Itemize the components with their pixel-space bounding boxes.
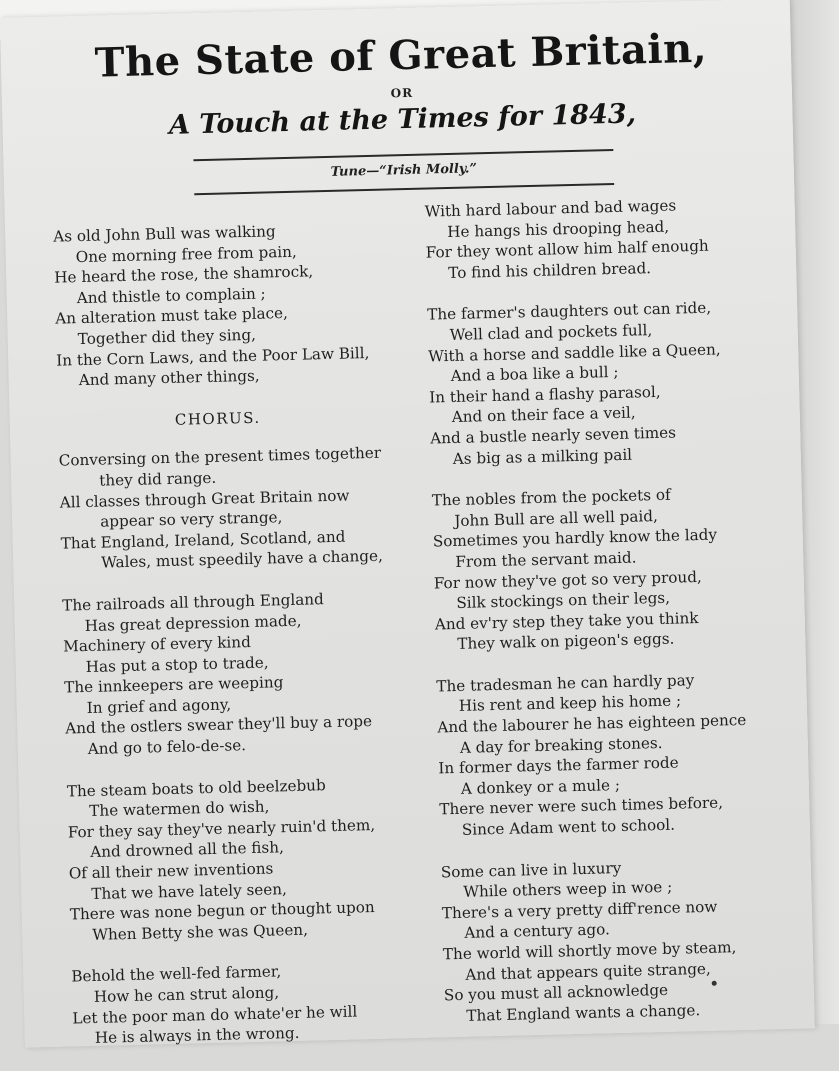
- verse-line: For they wont allow him half enough: [425, 236, 709, 262]
- verse-line: And a century ago.: [464, 920, 611, 943]
- verse-line: The steam boats to old beelzebub: [66, 775, 326, 801]
- verse-line: There was none begun or thought upon: [69, 898, 375, 924]
- verse-line: He hangs his drooping head,: [447, 217, 670, 241]
- stanza-verse-9: [441, 853, 805, 1026]
- verse-line: And on their face a veil,: [451, 403, 636, 427]
- verse-line: As old John Bull was walking: [53, 222, 276, 246]
- verse-line: In their hand a flashy parasol,: [429, 382, 661, 407]
- left-column: [53, 218, 439, 1070]
- verse-line: And many other things,: [78, 366, 260, 390]
- verse-line: And a boa like a bull ;: [450, 363, 619, 386]
- tune-label: Tune—“Irish Molly.”: [330, 161, 478, 180]
- verse-line: That England, Ireland, Scotland, and: [60, 527, 346, 553]
- verse-line: Together did they sing,: [77, 325, 257, 349]
- stanza-verse-8: [436, 668, 800, 841]
- verse-line: There's a very pretty diff'rence now: [441, 897, 718, 923]
- verse-line: Silk stockings on their legs,: [456, 588, 671, 613]
- verse-line: Some can live in luxury: [440, 858, 622, 882]
- stanza-verse-2: [62, 587, 431, 761]
- verse-line: While others weep in woe ;: [463, 877, 673, 902]
- verse-line: With hard labour and bad wages: [424, 196, 677, 221]
- ink-speck: [712, 981, 717, 986]
- stanza-verse-3: [67, 772, 436, 946]
- verse-line: The farmer's daughters out can ride,: [427, 299, 712, 324]
- verse-line: they did range.: [99, 468, 217, 490]
- stanza-verse-6: [427, 296, 791, 469]
- verse-line: He heard the rose, the shamrock,: [54, 262, 314, 287]
- verse-line: Has put a stop to trade,: [85, 653, 269, 676]
- verse-line: And go to felo-de-se.: [87, 736, 247, 759]
- verse-line: There never were such times before,: [439, 793, 724, 819]
- stanza-chorus: [59, 442, 427, 574]
- page-subtitle: A Touch at the Times for 1843,: [168, 98, 637, 141]
- verse-line: Behold the well-fed farmer,: [71, 962, 282, 986]
- verse-line: The world will shortly move by steam,: [442, 938, 737, 964]
- verse-line: A day for breaking stones.: [459, 733, 663, 757]
- title-connector: OR: [390, 85, 414, 101]
- verse-line: All classes through Great Britain now: [59, 486, 350, 512]
- verse-line: And drowned all the fish,: [90, 838, 285, 862]
- verse-line: He is always in the wrong.: [94, 1024, 300, 1048]
- stanza-verse-7: [432, 482, 796, 655]
- verse-line: That we have lately seen,: [91, 879, 288, 903]
- verse-line: And a bustle nearly seven times: [430, 423, 677, 448]
- page-title: The State of Great Britain,: [94, 24, 708, 87]
- verse-line: The watermen do wish,: [89, 797, 270, 821]
- divider-bottom: [194, 183, 614, 195]
- verse-line: Wales, must speedily have a change,: [101, 547, 384, 572]
- verse-line: The nobles from the pockets of: [431, 485, 671, 510]
- verse-line: And ev'ry step they take you think: [434, 608, 699, 634]
- verse-line: The tradesman he can hardly pay: [436, 671, 695, 696]
- verse-line: John Bull are all well paid,: [454, 506, 659, 530]
- chorus-heading: CHORUS.: [174, 408, 261, 429]
- verse-line: In former days the farmer rode: [438, 753, 679, 778]
- verse-line: And that appears quite strange,: [465, 959, 711, 984]
- verse-line: So you must all acknowledge: [443, 981, 669, 1005]
- verse-line: That England wants a change.: [466, 1000, 701, 1025]
- stanza-verse-4: [71, 958, 438, 1049]
- verse-line: Sometimes you hardly know the lady: [432, 525, 718, 551]
- verse-line: Let the poor man do whate'er he will: [72, 1002, 358, 1028]
- verse-line: When Betty she was Queen,: [92, 920, 309, 944]
- verse-line: His rent and keep his home ;: [458, 691, 682, 716]
- verse-line: Has great depression made,: [84, 611, 302, 635]
- verse-line: As big as a milking pail: [452, 445, 633, 468]
- verse-line: They walk on pigeon's eggs.: [457, 629, 675, 654]
- verse-line: For now they've got so very proud,: [433, 567, 702, 592]
- verse-line: And the ostlers swear they'll buy a rope: [65, 712, 373, 739]
- verse-line: A donkey or a mule ;: [460, 775, 621, 798]
- verse-line: How he can strut along,: [93, 983, 280, 1006]
- verse-line: In grief and agony,: [86, 695, 232, 717]
- stanza-verse-1: [53, 218, 422, 392]
- verse-line: One morning free from pain,: [75, 242, 297, 266]
- verse-line: For they say they've nearly ruin'd them,: [67, 815, 376, 842]
- right-column: [425, 193, 806, 1048]
- verse-line: Well clad and pockets full,: [449, 321, 653, 344]
- verse-line: To find his children bread.: [448, 258, 652, 282]
- verse-line: In the Corn Laws, and the Poor Law Bill,: [56, 343, 370, 370]
- verse-line: The railroads all through England: [62, 590, 324, 615]
- verse-line: Since Adam went to school.: [461, 815, 676, 839]
- verse-line: An alteration must take place,: [55, 304, 289, 329]
- verse-line: appear so very strange,: [100, 508, 283, 531]
- verse-line: From the servant maid.: [455, 548, 637, 571]
- verse-line: With a horse and saddle like a Queen,: [428, 339, 721, 366]
- verse-line: Of all their new inventions: [68, 859, 274, 883]
- verse-line: And thistle to complain ;: [76, 284, 266, 307]
- verse-line: Machinery of every kind: [63, 633, 252, 656]
- verse-line: And the labourer he has eighteen pence: [437, 710, 747, 737]
- stanza-verse-5: [425, 193, 787, 284]
- verse-line: The innkeepers are weeping: [64, 673, 284, 697]
- verse-line: Conversing on the present times together: [58, 444, 382, 470]
